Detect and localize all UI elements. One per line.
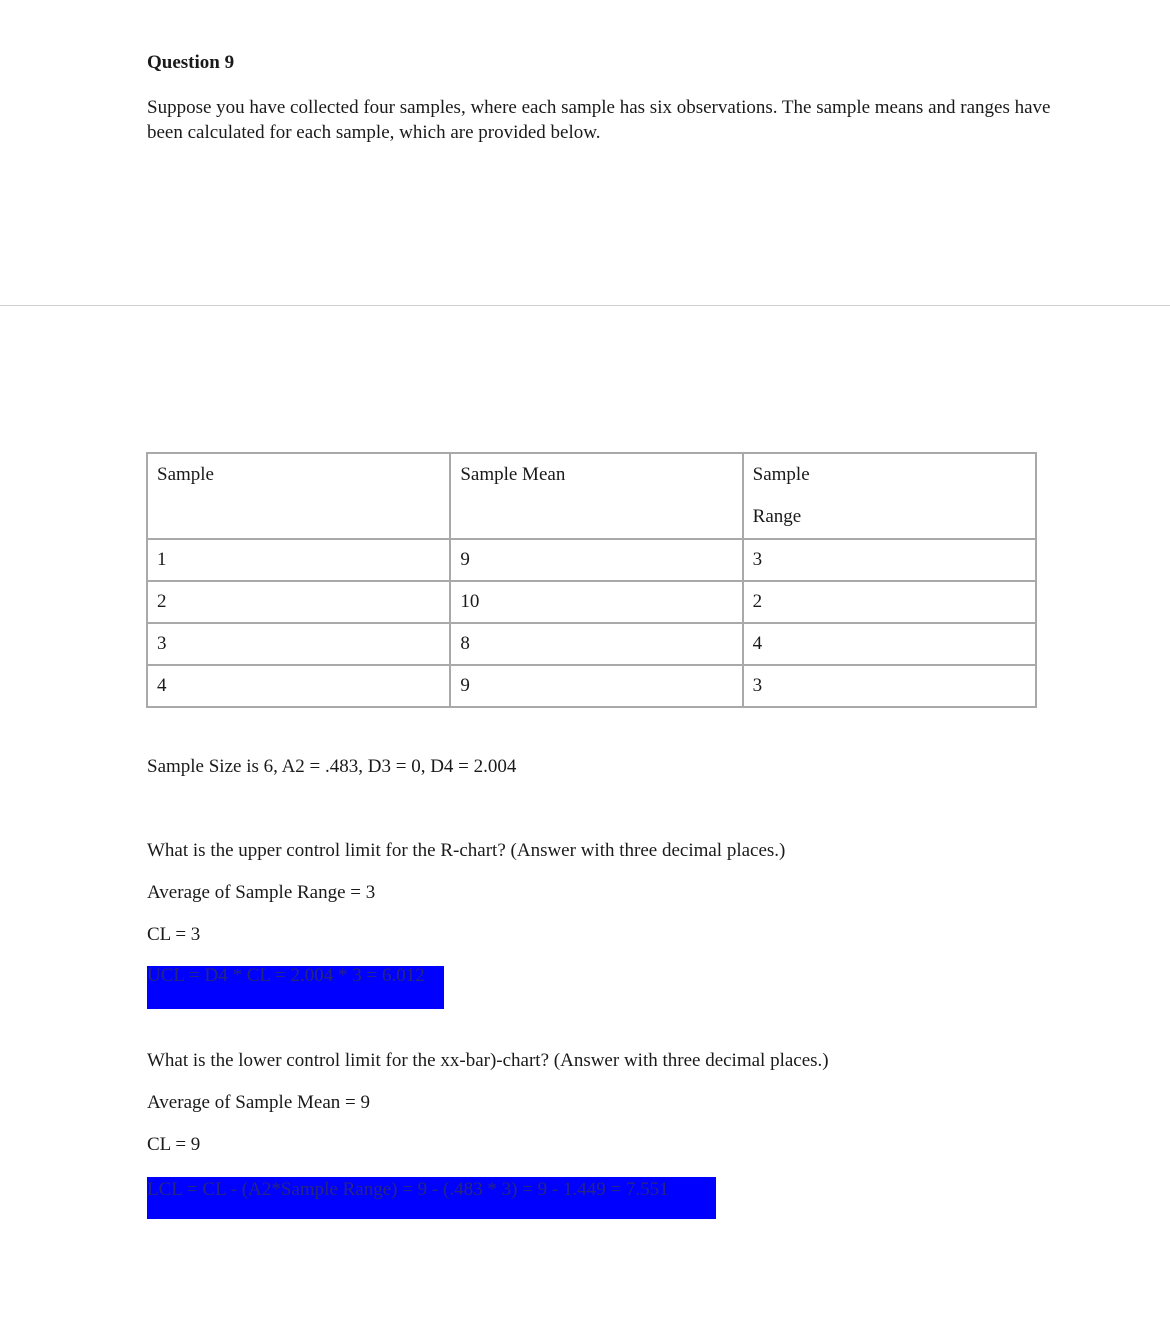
question-title: Question 9: [147, 52, 235, 73]
question-intro: Suppose you have collected four samples, where each sample has six observations. The sample means and ranges have been calculated for each sample, which are provided below.: [147, 97, 1051, 143]
table-row: [147, 581, 1036, 623]
cell-sample: 4: [147, 665, 450, 707]
cell-mean: 9: [450, 539, 742, 581]
cell-range: 4: [743, 623, 1036, 665]
lcl-answer: LCL = CL - (A2*Sample Range) = 9 - (.483 * 3) = 9 - 1.449 = 7.551: [147, 1179, 669, 1200]
cell-sample: 3: [147, 623, 450, 665]
table-row: [147, 623, 1036, 665]
cell-sample: 1: [147, 539, 450, 581]
ucl-answer: UCL = D4 * CL = 2.004 * 3 = 6.012: [147, 965, 425, 986]
cell-range: 2: [743, 581, 1036, 623]
x-chart-cl: CL = 9: [147, 1134, 201, 1155]
cell-range: 3: [743, 539, 1036, 581]
header-sample-range: [743, 453, 1036, 539]
header-sample-range-line2: Range: [752, 506, 802, 527]
cell-sample: 2: [147, 581, 450, 623]
average-sample-mean: Average of Sample Mean = 9: [147, 1092, 370, 1113]
constants-text: Sample Size is 6, A2 = .483, D3 = 0, D4 = 2.004: [147, 756, 517, 777]
page-divider: [0, 305, 1170, 306]
cell-mean: 9: [450, 665, 742, 707]
lcl-question: What is the lower control limit for the xx-bar)-chart? (Answer with three decimal places.): [147, 1050, 829, 1071]
r-chart-cl: CL = 3: [147, 924, 201, 945]
ucl-answer-highlight: [147, 966, 444, 1009]
cell-mean: 8: [450, 623, 742, 665]
table-header-row: [147, 453, 1036, 539]
table-row: [147, 665, 1036, 707]
header-sample-mean: Sample Mean: [450, 453, 742, 539]
average-sample-range: Average of Sample Range = 3: [147, 882, 376, 903]
header-sample: Sample: [147, 453, 450, 539]
table-row: [147, 539, 1036, 581]
samples-table: [146, 452, 1037, 708]
cell-range: 3: [743, 665, 1036, 707]
ucl-question: What is the upper control limit for the R-chart? (Answer with three decimal places.): [147, 840, 786, 861]
header-sample-range-line1: Sample: [752, 464, 810, 485]
lcl-answer-highlight: [147, 1177, 716, 1219]
cell-mean: 10: [450, 581, 742, 623]
